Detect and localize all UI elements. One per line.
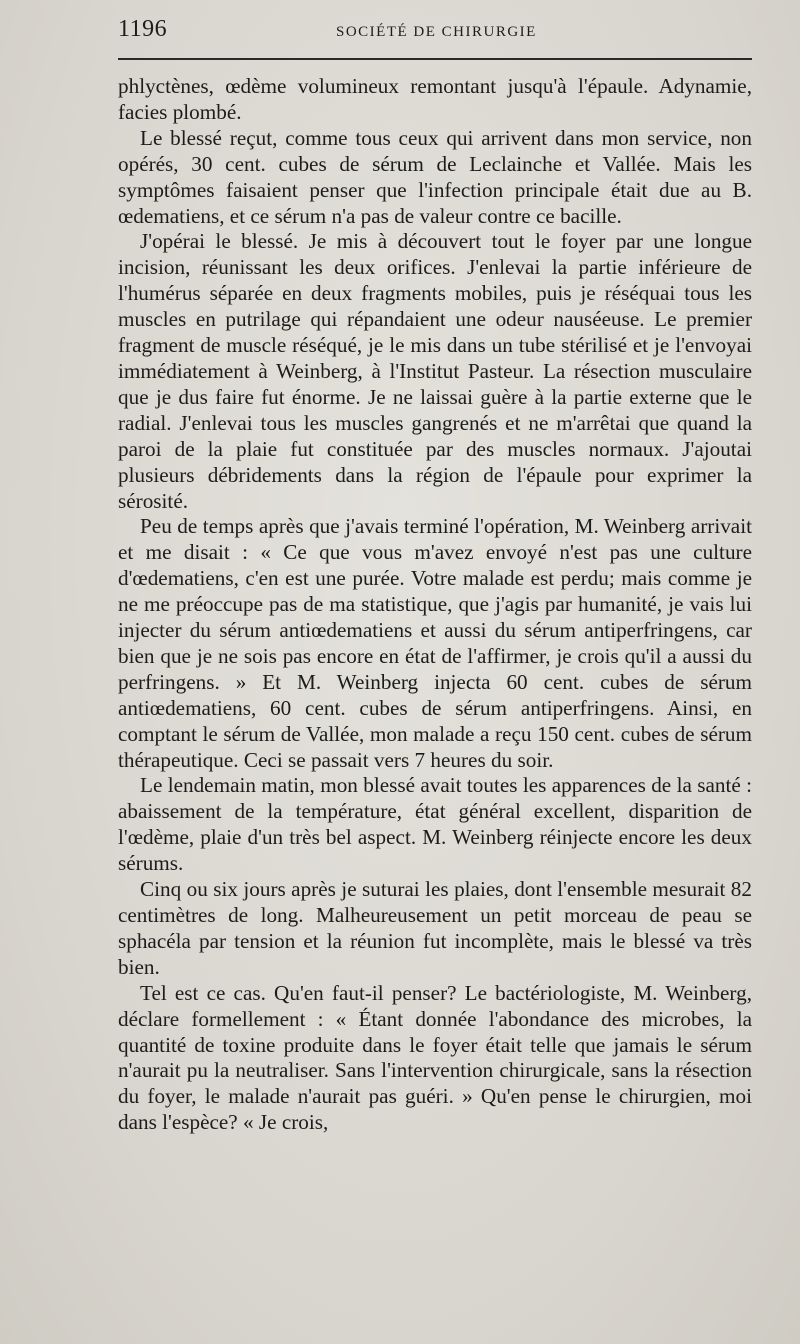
paragraph: Tel est ce cas. Qu'en faut-il penser? Le bactériologiste, M. Weinberg, déclare formellement : « Étant donnée l'abondance des microbes, la quantité de toxine produite dans le foyer était telle que jamais le sérum n'aurait pu la neutraliser. Sans l'intervention chirurgicale, sans la résection du foyer, le malade n'aurait pas guéri. » Qu'en pense le chirurgien, moi dans l'espèce? « Je crois, — [118, 980, 752, 1135]
paragraph: Le blessé reçut, comme tous ceux qui arrivent dans mon service, non opérés, 30 cent. cubes de sérum de Leclainche et Vallée. Mais les symptômes faisaient penser que l'infection principale était due au B. œdematiens, et ce sérum n'a pas de valeur contre ce bacille. — [118, 125, 752, 228]
paragraph: phlyctènes, œdème volumineux remontant jusqu'à l'épaule. Adynamie, facies plombé. — [118, 74, 752, 124]
page-number: 1196 — [118, 16, 168, 42]
paragraph: Peu de temps après que j'avais terminé l'opération, M. Weinberg arrivait et me disait : « Ce que vous m'avez envoyé n'est pas une culture d'œdematiens, c'en est une purée. Votre malade est perdu; mais comme je ne me préoccupe pas de ma statistique, que j'agis par humanité, je vais lui injecter du sérum antiœdematiens et aussi du sérum antiperfringens, car bien que je ne sois pas encore en état de l'affirmer, je crois qu'il a aussi du perfringens. » Et M. Weinberg injecta 60 cent. cubes de sérum antiœdematiens, 60 cent. cubes de sérum antiperfringens. Ainsi, en comptant le sérum de Vallée, mon malade a reçu 150 cent. cubes de sérum thérapeutique. Ceci se passait vers 7 heures du soir. — [118, 514, 752, 772]
paragraph: J'opérai le blessé. Je mis à découvert tout le foyer par une longue incision, réunissant les deux orifices. J'enlevai la partie inférieure de l'humérus séparée en deux fragments mobiles, puis je réséquai tous les muscles en putrilage qui répandaient une odeur nauséeuse. Le premier fragment de muscle réséqué, je le mis dans un tube stérilisé et je l'envoyai immédiatement à Weinberg, à l'Institut Pasteur. La résection musculaire que je dus faire fut énorme. Je ne laissai guère à la partie externe que le radial. J'enlevai tous les muscles gangrenés et ne m'arrêtai que quand la paroi de la plaie fut constituée par des muscles normaux. J'ajoutai plusieurs débridements dans la région de l'épaule pour exprimer la sérosité. — [118, 229, 752, 513]
header-rule — [118, 58, 752, 60]
paragraph: Cinq ou six jours après je suturai les plaies, dont l'ensemble mesurait 82 centimètres de long. Malheureusement un petit morceau de peau se sphacéla par tension et la réunion fut incomplète, mais le blessé va très bien. — [118, 877, 752, 979]
page-header — [0, 14, 800, 54]
paragraph: Le lendemain matin, mon blessé avait toutes les apparences de la santé : abaissement de la température, état général excellent, disparition de l'œdème, plaie d'un très bel aspect. M. Weinberg réinjecte encore les deux sérums. — [118, 773, 752, 876]
running-title: SOCIÉTÉ DE CHIRURGIE — [336, 24, 537, 40]
body-text — [118, 74, 752, 1136]
